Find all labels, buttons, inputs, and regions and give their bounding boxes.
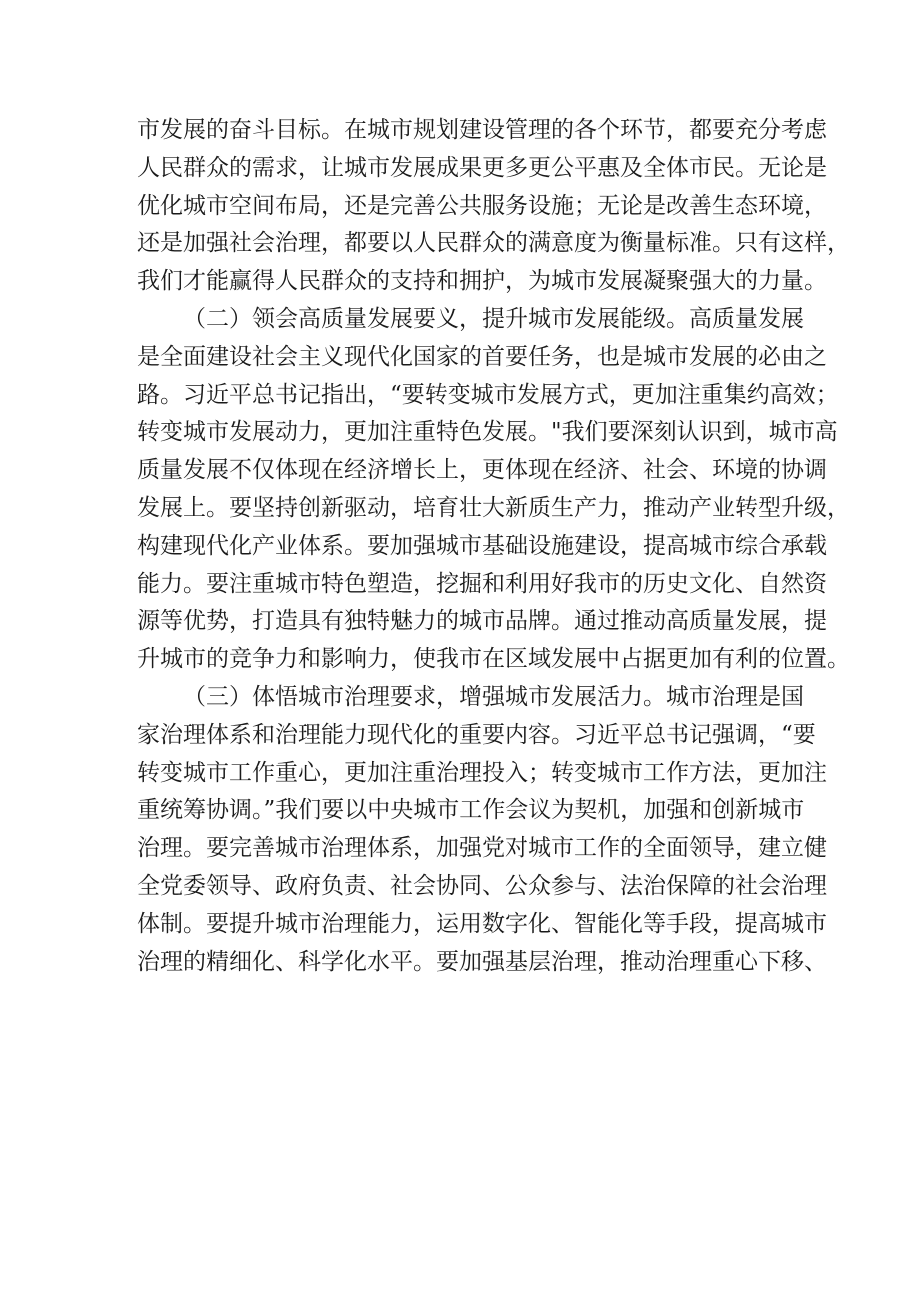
text-line: 还是加强社会治理，都要以人民群众的满意度为衡量标准。只有这样， bbox=[137, 230, 850, 257]
text-line: 人民群众的需求，让城市发展成果更多更公平惠及全体市民。无论是 bbox=[137, 154, 827, 181]
text-line: 路。习近平总书记指出，“要转变城市发展方式，更加注重集约高效； bbox=[137, 381, 839, 408]
text-line: 治理的精细化、科学化水平。要加强基层治理，推动治理重心下移、 bbox=[137, 948, 827, 975]
text-line: 转变城市工作重心，更加注重治理投入；转变城市工作方法，更加注 bbox=[137, 759, 827, 786]
text-line: 转变城市发展动力，更加注重特色发展。"我们要深刻认识到，城市高 bbox=[137, 419, 838, 446]
text-line: 质量发展不仅体现在经济增长上，更体现在经济、社会、环境的协调 bbox=[137, 457, 827, 484]
paragraph-first-line: （三）体悟城市治理要求，增强城市发展活力。城市治理是国 bbox=[183, 683, 804, 710]
text-line: 我们才能赢得人民群众的支持和拥护，为城市发展凝聚强大的力量。 bbox=[137, 268, 827, 295]
body-text bbox=[137, 112, 850, 981]
text-line: 能力。要注重城市特色塑造，挖掘和利用好我市的历史文化、自然资 bbox=[137, 570, 827, 597]
text-line: 是全面建设社会主义现代化国家的首要任务，也是城市发展的必由之 bbox=[137, 343, 827, 370]
text-line: 重统筹协调。”我们要以中央城市工作会议为契机，加强和创新城市 bbox=[137, 797, 805, 824]
text-line: 升城市的竞争力和影响力，使我市在区域发展中占据更加有利的位置。 bbox=[137, 646, 850, 673]
text-line: 治理。要完善城市治理体系，加强党对城市工作的全面领导，建立健 bbox=[137, 835, 827, 862]
text-line: 构建现代化产业体系。要加强城市基础设施建设，提高城市综合承载 bbox=[137, 532, 827, 559]
text-line: 发展上。要坚持创新驱动，培育壮大新质生产力，推动产业转型升级， bbox=[137, 494, 850, 521]
text-line: 体制。要提升城市治理能力，运用数字化、智能化等手段，提高城市 bbox=[137, 910, 827, 937]
text-line: 优化城市空间布局，还是完善公共服务设施；无论是改善生态环境， bbox=[137, 192, 827, 219]
text-line: 市发展的奋斗目标。在城市规划建设管理的各个环节，都要充分考虑 bbox=[137, 117, 827, 143]
text-line: 源等优势，打造具有独特魅力的城市品牌。通过推动高质量发展，提 bbox=[137, 608, 827, 635]
text-line: 家治理体系和治理能力现代化的重要内容。习近平总书记强调，“要 bbox=[137, 721, 816, 748]
text-line: 全党委领导、政府负责、社会协同、公众参与、法治保障的社会治理 bbox=[137, 872, 827, 899]
paragraph-first-line: （二）领会高质量发展要义，提升城市发展能级。高质量发展 bbox=[183, 305, 804, 332]
